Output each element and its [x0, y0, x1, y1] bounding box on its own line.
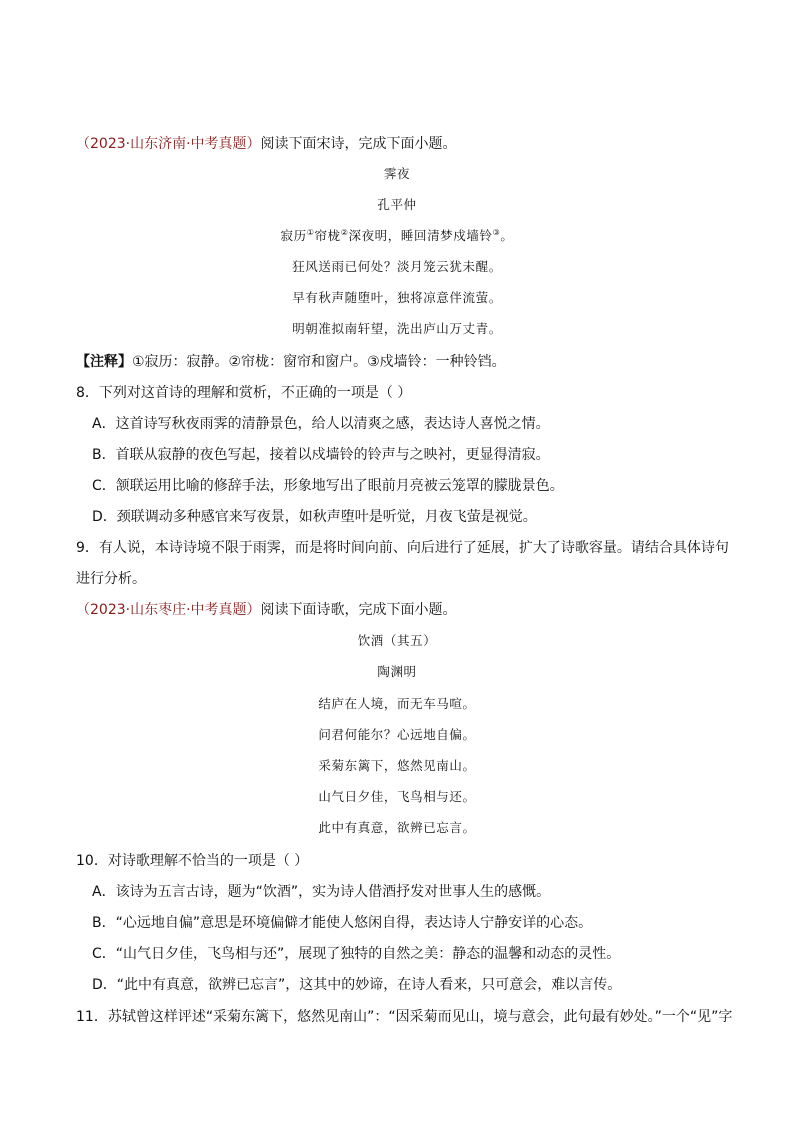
poem2-line-3: 采菊东篱下，悠然见南山。: [318, 758, 476, 773]
poem1-line-2: 狂风送雨已何处？淡月笼云犹未醒。: [292, 259, 502, 274]
passage1-source-close: ）: [246, 136, 261, 152]
passage1-source: 2023·山东济南·中考真题: [90, 136, 247, 152]
poem1-line-4: 明朝准拟南轩望，洗出庐山万丈青。: [292, 321, 502, 336]
poem1-line-1-b: 帘栊: [314, 228, 341, 243]
note-marker-3: ③: [492, 227, 501, 237]
q10-option-a: A．该诗为五言古诗，题为“饮酒”，实为诗人借酒抒发对世事人生的感慨。: [92, 884, 551, 900]
poem1-line-3: 早有秋声随堕叶，独将凉意伴流萤。: [292, 290, 502, 305]
passage2-source: 2023·山东枣庄·中考真题: [90, 602, 247, 618]
poem1-title: 霁夜: [383, 166, 411, 181]
poem1-line-1-c: 深夜明，睡回清梦戍墙铃: [348, 228, 493, 243]
q8-option-b: B．首联从寂静的夜色写起，接着以戍墙铃的铃声与之映衬，更显得清寂。: [92, 447, 550, 463]
note-marker-2: ②: [340, 227, 349, 237]
poem2-line-4: 山气日夕佳，飞鸟相与还。: [318, 789, 476, 804]
q10-stem: 10．对诗歌理解不恰当的一项是（ ）: [76, 853, 309, 869]
passage2-source-open: （: [76, 602, 90, 618]
passage2-header: [76, 601, 457, 619]
q8-option-d: D．颈联调动多种感官来写夜景，如秋声堕叶是听觉，月夜飞萤是视觉。: [92, 509, 537, 525]
q9-line-1: 9．有人说，本诗诗境不限于雨霁，而是将时间向前、向后进行了延展，扩大了诗歌容量。请结合具体诗句: [76, 540, 729, 556]
note-marker-1: ①: [306, 227, 315, 237]
q8-stem: 8．下列对这首诗的理解和赏析，不正确的一项是（ ）: [76, 385, 412, 401]
q10-option-d: D．“此中有真意，欲辨已忘言”，这其中的妙谛，在诗人看来，只可意会，难以言传。: [92, 977, 622, 993]
poem1-notes: [76, 353, 506, 371]
q10-option-b: B．“心远地自偏”意思是环境偏僻才能使人悠闲自得，表达诗人宁静安详的心态。: [92, 915, 593, 931]
notes-label: 【注释】: [76, 354, 132, 370]
passage2-intro: 阅读下面诗歌，完成下面小题。: [260, 602, 457, 618]
poem2-line-5: 此中有真意，欲辨已忘言。: [318, 820, 476, 835]
poem1-author: 孔平仲: [377, 197, 417, 212]
q8-option-a: A．这首诗写秋夜雨霁的清静景色，给人以清爽之感，表达诗人喜悦之情。: [92, 416, 550, 432]
passage1-source-open: （: [76, 136, 90, 152]
poem1-line-1-d: 。: [500, 228, 514, 243]
notes-text: ①寂历：寂静。②帘栊：窗帘和窗户。③戍墙铃：一种铃铛。: [132, 354, 506, 370]
poem2-line-2: 问君何能尔？心远地自偏。: [318, 727, 476, 742]
poem1-line-1: [0, 228, 794, 244]
poem2-title: 饮酒（其五）: [357, 633, 437, 648]
q10-option-c: C．“山气日夕佳，飞鸟相与还”，展现了独特的自然之美：静态的温馨和动态的灵性。: [92, 946, 621, 962]
passage1-header: [76, 135, 457, 153]
q8-option-c: C．颔联运用比喻的修辞手法，形象地写出了眼前月亮被云笼罩的朦胧景色。: [92, 478, 564, 494]
passage1-intro: 阅读下面宋诗，完成下面小题。: [260, 136, 457, 152]
poem2-line-1: 结庐在人境，而无车马喧。: [318, 696, 476, 711]
q11-line-1: 11．苏轼曾这样评述“采菊东篱下，悠然见南山”：“因采菊而见山，境与意会，此句最有妙处。”一个“见”字: [76, 1009, 733, 1025]
passage2-source-close: ）: [246, 602, 261, 618]
q9-line-2: 进行分析。: [76, 571, 146, 587]
poem2-author: 陶渊明: [377, 664, 417, 679]
poem1-line-1-a: 寂历: [280, 228, 307, 243]
